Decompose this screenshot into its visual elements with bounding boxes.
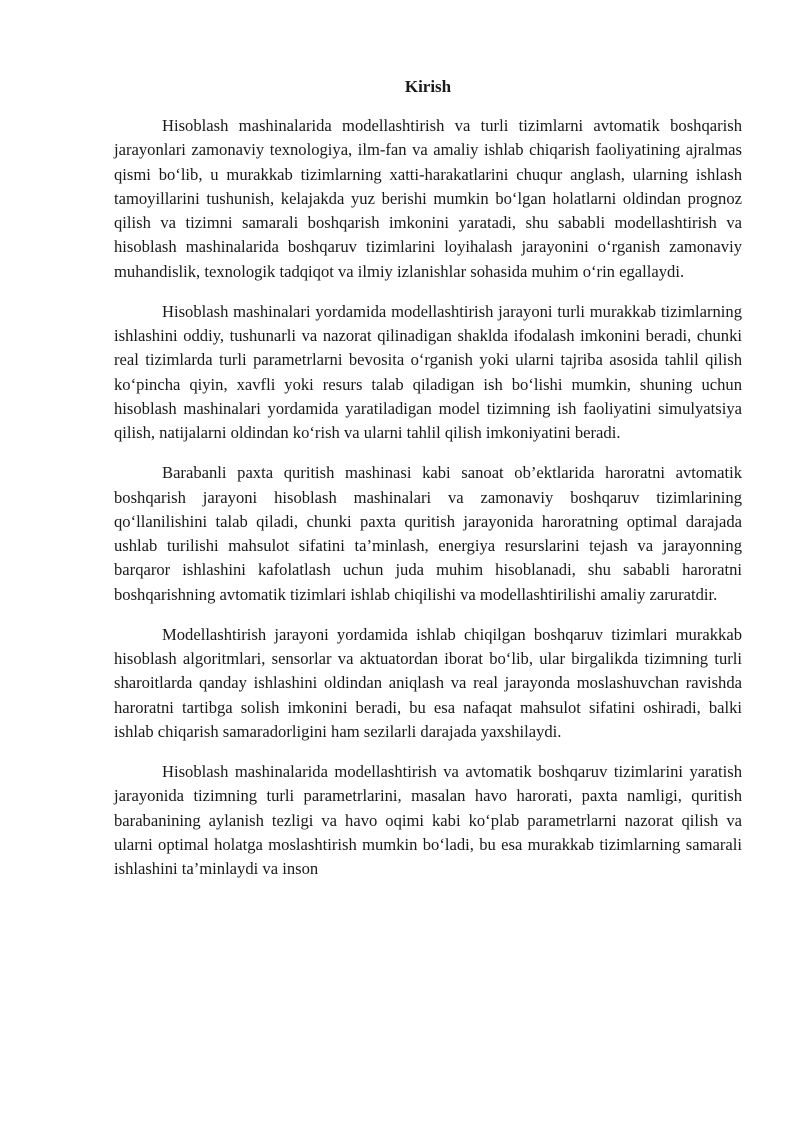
paragraph: Barabanli paxta quritish mashinasi kabi sanoat ob’ektlarida haroratni avtomatik boshqarish jarayoni hisoblash mashinalari va zamonaviy boshqaruv tizimlarining qo‘llanilishini talab qiladi, chunki paxta quritish jarayonida haroratning optimal darajada ushlab turilishi mahsulot sifatini ta’minlash, energiya resurslarini tejash va jarayonning barqaror ishlashini kafolatlash uchun juda muhim hisoblanadi, shu sababli haroratni boshqarishning avtomatik tizimlari ishlab chiqilishi va modellashtirilishi amaliy zaruratdir.: [114, 463, 742, 604]
paragraph: Hisoblash mashinalari yordamida modellashtirish jarayoni turli murakkab tizimlarning ishlashini oddiy, tushunarli va nazorat qilinadigan shaklda ifodalash imkonini beradi, chunki real tizimlarda turli parametrlarni bevosita o‘rganish yoki ularni tajriba asosida tahlil qilish ko‘pincha qiyin, xavfli yoki resurs talab qiladigan ish bo‘lishi mumkin, shuning uchun hisoblash mashinalari yordamida yaratiladigan model tizimning ish faoliyatini simulyatsiya qilish, natijalarni oldindan ko‘rish va ularni tahlil qilish imkoniyatini beradi.: [114, 301, 742, 442]
document-page: [114, 74, 742, 897]
paragraph: Hisoblash mashinalarida modellashtirish va turli tizimlarni avtomatik boshqarish jarayonlari zamonaviy texnologiya, ilm-fan va amaliy ishlab chiqarish faoliyatining ajralmas qismi bo‘lib, u murakkab tizimlarning xatti-harakatlarini chuqur anglash, ularning ishlash tamoyillarini tushunish, kelajakda yuz berishi mumkin bo‘lgan holatlarni oldindan prognoz qilish va tizimni samarali boshqarish imkonini yaratadi, shu sababli modellashtirish va hisoblash mashinalarida boshqaruv tizimlarini loyihalash jarayonini o‘rganish zamonaviy muhandislik, texnologik tadqiqot va ilmiy izlanishlar sohasida muhim o‘rin egallaydi.: [114, 116, 742, 281]
paragraph: Hisoblash mashinalarida modellashtirish va avtomatik boshqaruv tizimlarini yaratish jarayonida tizimning turli parametrlarini, masalan havo harorati, paxta namligi, quritish barabanining aylanish tezligi va havo oqimi kabi ko‘plab parametrlarni nazorat qilish va ularni optimal holatga moslashtirish mumkin bo‘ladi, bu esa murakkab tizimlarning samarali ishlashini ta’minlaydi va inson: [114, 762, 742, 878]
paragraph: Modellashtirish jarayoni yordamida ishlab chiqilgan boshqaruv tizimlari murakkab hisoblash algoritmlari, sensorlar va aktuatordan iborat bo‘lib, ular birgalikda tizimning turli sharoitlarda qanday ishlashini oldindan aniqlash va real jarayonda moslashuvchan ravishda haroratni tartibga solish imkonini beradi, bu esa nafaqat mahsulot sifatini oshiradi, balki ishlab chiqarish samaradorligini ham sezilarli darajada yaxshilaydi.: [114, 624, 742, 741]
section-title: Kirish: [404, 77, 452, 96]
